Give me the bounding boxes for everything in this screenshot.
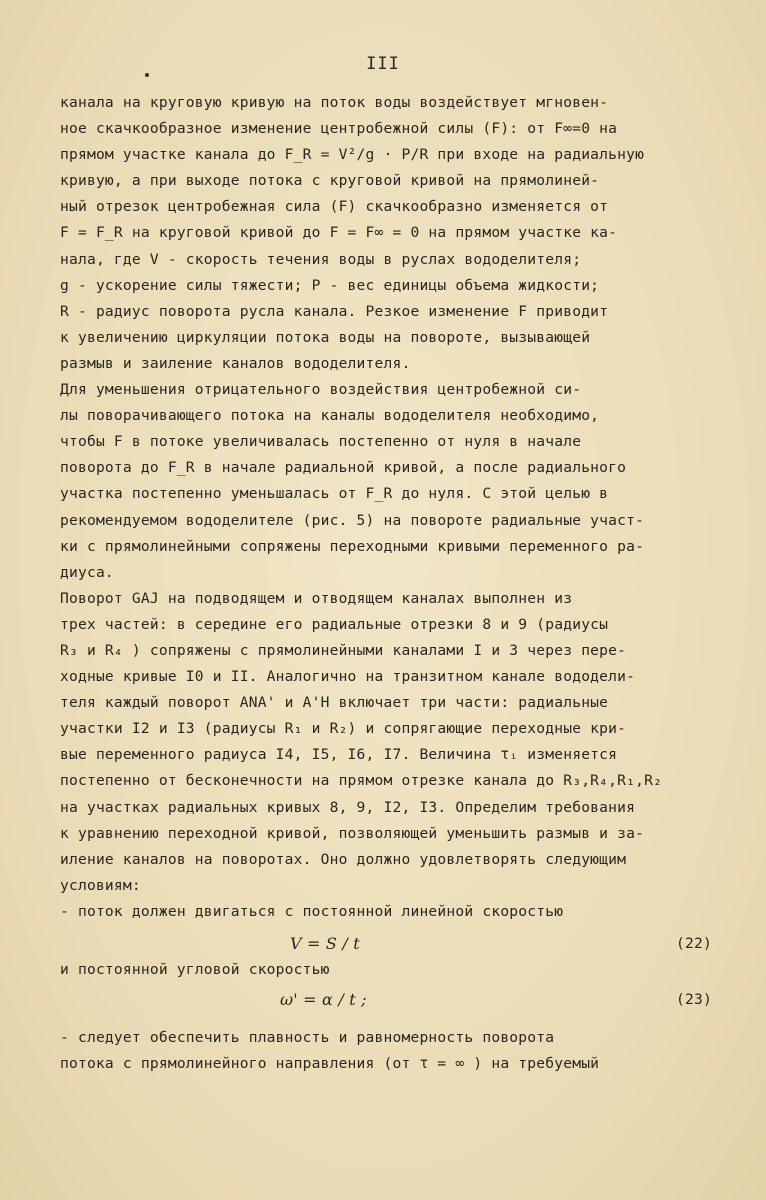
text-line: иление каналов на поворотах. Оно должно удовлетворять следующим: [60, 850, 627, 868]
text-line: нала, где V - скорость течения воды в руслах вододелителя;: [60, 250, 582, 268]
text-line: канала на круговую кривую на поток воды воздействует мгновен-: [60, 94, 609, 111]
text-line: к уравнению переходной кривой, позволяющей уменьшить размыв и за-: [60, 824, 645, 842]
text-line: кривую, а при выходе потока с круговой кривой на прямолиней-: [60, 172, 600, 190]
text-line: - следует обеспечить плавность и равномерность поворота: [60, 1029, 555, 1047]
text-line: чтобы F в потоке увеличивалась постепенно от нуля в начале: [60, 433, 582, 451]
formula-22: V = S / t: [290, 934, 360, 953]
text-line: R - радиус поворота русла канала. Резкое изменение F приводит: [60, 302, 609, 320]
text-line: диуса.: [60, 563, 114, 581]
document-body: [60, 90, 722, 1077]
text-line: ный отрезок центробежная сила (F) скачкообразно изменяется от: [60, 198, 609, 216]
text-line: участки I2 и I3 (радиусы R₁ и R₂) и сопрягающие переходные кри-: [60, 720, 627, 738]
text-line: F = F_R на круговой кривой до F = F∞ = 0 на прямом участке ка-: [60, 224, 618, 242]
text-line: g - ускорение силы тяжести; P - вес единицы объема жидкости;: [60, 276, 600, 294]
text-line: вые переменного радиуса I4, I5, I6, I7. Величина τᵢ изменяется: [60, 746, 618, 764]
text-line: Для уменьшения отрицательного воздействия центробежной си-: [60, 381, 582, 399]
text-line: потока с прямолинейного направления (от τ = ∞ ) на требуемый: [60, 1055, 600, 1073]
text-line: поворота до F_R в начале радиальной кривой, а после радиального: [60, 459, 627, 477]
text-line: ходные кривые I0 и II. Аналогично на транзитном канале вододели-: [60, 668, 636, 686]
page-number: III: [366, 54, 400, 74]
text-line: условиям:: [60, 876, 141, 894]
text-line: участка постепенно уменьшалась от F_R до нуля. С этой целью в: [60, 485, 609, 503]
text-line: теля каждый поворот ANA' и A'H включает три части: радиальные: [60, 694, 609, 712]
equation-22-row: [60, 925, 722, 957]
text-line: R₃ и R₄ ) сопряжены с прямолинейными каналами I и 3 через пере-: [60, 641, 627, 659]
text-line: рекомендуемом вододелителе (рис. 5) на повороте радиальные участ-: [60, 511, 645, 529]
text-line: ное скачкообразное изменение центробежной силы (F): от F∞=0 на: [60, 120, 618, 138]
equation-number-22: (22): [676, 935, 712, 952]
text-line: постепенно от бесконечности на прямом отрезке канала до R₃,R₄,R₁,R₂: [60, 772, 663, 790]
text-line: лы поворачивающего потока на каналы вододелителя необходимо,: [60, 407, 600, 425]
text-line: Поворот GAJ на подводящем и отводящем каналах выполнен из: [60, 589, 573, 607]
text-line: прямом участке канала до F_R = V²/g · P/R при входе на радиальную: [60, 146, 645, 164]
equation-number-23: (23): [676, 991, 712, 1009]
text-line: к увеличению циркуляции потока воды на повороте, вызывающей: [60, 328, 591, 346]
text-line: ки с прямолинейными сопряжены переходными кривыми переменного ра-: [60, 537, 645, 555]
text-line: трех частей: в середине его радиальные отрезки 8 и 9 (радиусы: [60, 615, 609, 633]
formula-23: ω' = α / t ;: [280, 990, 367, 1010]
text-line: на участках радиальных кривых 8, 9, I2, I3. Определим требования: [60, 798, 636, 816]
ink-dot: [145, 73, 149, 77]
text-line: и постоянной угловой скоростью: [60, 961, 330, 978]
equation-23-row: [60, 983, 722, 1015]
text-line: - поток должен двигаться с постоянной линейной скоростью: [60, 902, 564, 920]
text-line: размыв и заиление каналов вододелителя.: [60, 354, 411, 372]
